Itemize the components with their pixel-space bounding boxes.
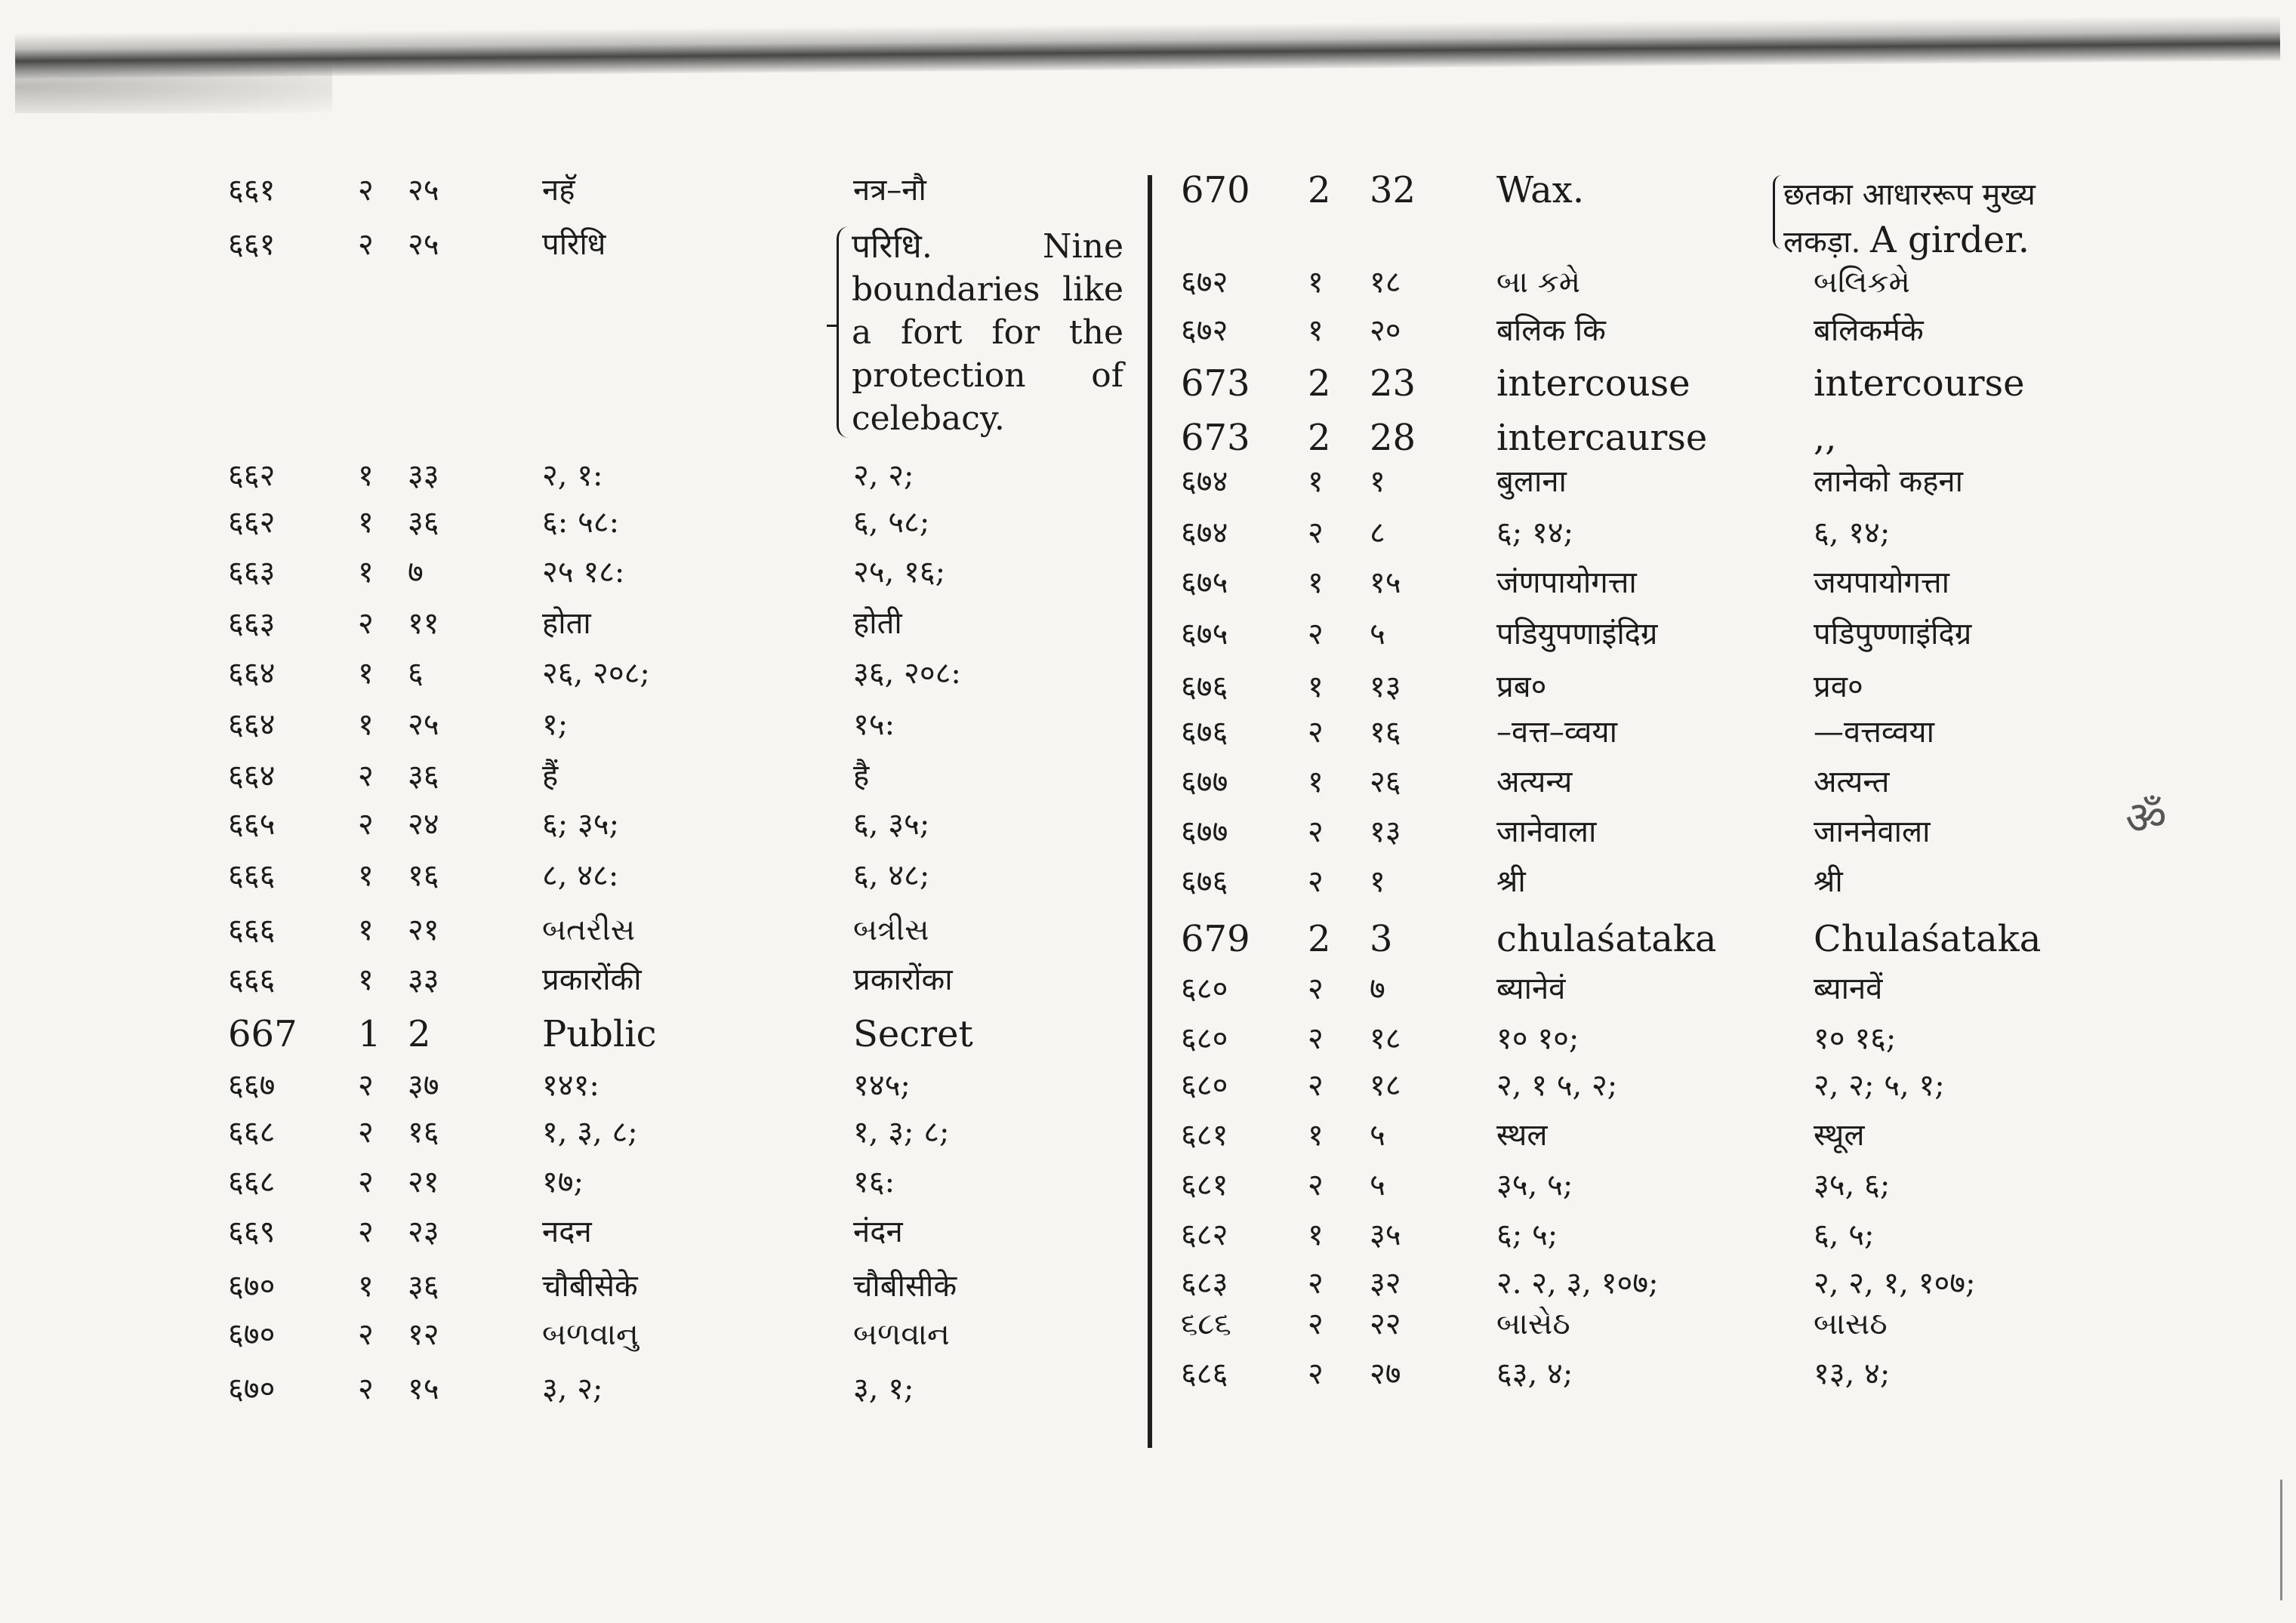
correct-text: बलिकर्मके <box>1814 313 1924 348</box>
correct-text: २, २; ५, १; <box>1814 1068 1945 1103</box>
column-number: २ <box>1308 516 1324 550</box>
page-number: ६७७ <box>1181 765 1228 799</box>
page-number: ६८० <box>1181 1021 1228 1056</box>
column-number: २ <box>358 606 374 641</box>
line-number: ५ <box>1370 1118 1385 1153</box>
line-number: ५ <box>1370 617 1385 651</box>
correct-text: ३५, ६; <box>1814 1168 1891 1203</box>
page-number: ६७४ <box>1181 464 1228 499</box>
line-number: २२ <box>1370 1307 1401 1341</box>
page-number: ६७२ <box>1181 313 1228 348</box>
page-number: ६६३ <box>228 606 276 641</box>
page-number: ६७० <box>228 1317 276 1352</box>
page-number: ६७० <box>228 1269 276 1304</box>
right-note-line2 <box>1783 217 2100 265</box>
incorrect-text: બાસેઠ <box>1496 1307 1570 1341</box>
column-number: २ <box>358 1215 374 1249</box>
line-number: २१ <box>408 1165 439 1200</box>
page-number: ६८६ <box>1181 1357 1228 1391</box>
incorrect-text: जानेवाला <box>1496 815 1597 849</box>
incorrect-text: श्री <box>1496 864 1526 899</box>
column-number: २ <box>358 1165 374 1200</box>
column-number: २ <box>1308 1266 1324 1301</box>
page-number: 673 <box>1181 362 1250 405</box>
line-number: ३६ <box>408 1269 439 1304</box>
column-number: २ <box>1308 864 1324 899</box>
line-number: १२ <box>408 1317 439 1352</box>
correct-text: १४५; <box>853 1068 911 1103</box>
correct-text: होती <box>853 606 902 641</box>
line-number: 32 <box>1370 169 1416 211</box>
correct-text: अत्यन्त <box>1814 765 1890 799</box>
column-number: १ <box>1308 765 1324 799</box>
scan-shadow <box>15 60 332 113</box>
right-note-line1: छतका आधाररूप मुख्य <box>1783 177 2036 212</box>
correct-text: पडिपुण्णाइंदिग्र <box>1814 617 1972 651</box>
line-number: २१ <box>408 913 439 947</box>
correct-text: स्थूल <box>1814 1118 1865 1153</box>
page-number: ६६७ <box>228 1068 276 1103</box>
incorrect-text: intercouse <box>1496 362 1690 405</box>
incorrect-text: બા કમે <box>1496 265 1581 300</box>
correct-text: બાસઠ <box>1814 1307 1888 1341</box>
correct-text: २५, १६; <box>853 555 946 590</box>
incorrect-text: ६: ५८: <box>542 505 620 540</box>
column-number: २ <box>358 759 374 793</box>
page-number: ૬૮૬ <box>1181 1307 1231 1341</box>
correct-text: १६: <box>853 1165 895 1200</box>
correct-text: १३, ४; <box>1814 1357 1891 1391</box>
column-number: 2 <box>1308 362 1331 405</box>
column-number: १ <box>1308 464 1324 499</box>
column-number: १ <box>358 1269 374 1304</box>
right-note-line2-hindi: लकड़ा. <box>1783 225 1861 260</box>
incorrect-text: –वत्त–व्वया <box>1496 715 1617 750</box>
page-number: ६७५ <box>1181 617 1228 651</box>
page-number: 670 <box>1181 169 1250 211</box>
column-number: २ <box>358 807 374 842</box>
line-number: १८ <box>1370 1021 1401 1056</box>
correct-text: १५: <box>853 707 895 742</box>
incorrect-text: परिधि <box>542 227 606 262</box>
page-number: ६७० <box>228 1372 276 1406</box>
correct-text: २, २, १, १०७; <box>1814 1266 1976 1301</box>
column-number: 2 <box>1308 417 1331 459</box>
incorrect-text: बलिक कि <box>1496 313 1606 348</box>
correct-text: ब्यानवें <box>1814 972 1883 1006</box>
page-number: ६६६ <box>228 913 276 947</box>
line-number: २० <box>1370 313 1401 348</box>
page-number: ६६३ <box>228 555 276 590</box>
line-number: ३६ <box>408 505 439 540</box>
line-number: २५ <box>408 707 439 742</box>
correct-text: जाननेवाला <box>1814 815 1931 849</box>
page-number: ६८१ <box>1181 1168 1228 1203</box>
page-number: ६६४ <box>228 759 276 793</box>
page-number: ६७४ <box>1181 516 1228 550</box>
column-number: १ <box>1308 565 1324 600</box>
line-number: १८ <box>1370 265 1401 300</box>
column-number: २ <box>358 227 374 262</box>
right-note-line2-en: A girder. <box>1870 219 2030 261</box>
column-number: 1 <box>358 1013 381 1055</box>
left-note-brace <box>837 226 851 438</box>
incorrect-text: ६; ५; <box>1496 1218 1558 1252</box>
page-number: ६८२ <box>1181 1218 1228 1252</box>
line-number: 28 <box>1370 417 1416 459</box>
correct-text: १, ३; ८; <box>853 1115 950 1150</box>
correct-text: २, २; <box>853 458 914 493</box>
incorrect-text: બતરીસ <box>542 913 636 947</box>
incorrect-text: ३५, ५; <box>1496 1168 1573 1203</box>
correct-text: intercourse <box>1814 362 2025 405</box>
line-number: १६ <box>408 858 439 893</box>
correct-text: —वत्तव्वया <box>1814 715 1934 750</box>
correct-text: ६, ३५; <box>853 807 930 842</box>
column-number: १ <box>358 707 374 742</box>
line-number: ३२ <box>1370 1266 1401 1301</box>
column-number: १ <box>358 505 374 540</box>
line-number: ७ <box>1370 972 1385 1006</box>
page-number: ६६४ <box>228 707 276 742</box>
column-number: १ <box>1308 265 1324 300</box>
column-number: २ <box>1308 1021 1324 1056</box>
column-number: २ <box>1308 1168 1324 1203</box>
correct-text: ३६, २०८: <box>853 656 961 691</box>
column-number: २ <box>1308 617 1324 651</box>
incorrect-text: प्रकारोंकी <box>542 962 642 997</box>
correct-text: १० १६; <box>1814 1021 1897 1056</box>
page-number: ६७२ <box>1181 265 1228 300</box>
column-number: १ <box>1308 670 1324 704</box>
correct-text: ६, १४; <box>1814 516 1891 550</box>
left-note: परिधि. Nine boundaries like a fort for the protection of celebacy. <box>852 227 1123 438</box>
page-number: ६८० <box>1181 1068 1228 1103</box>
line-number: ३५ <box>1370 1218 1401 1252</box>
column-number: २ <box>1308 972 1324 1006</box>
line-number: १३ <box>1370 670 1401 704</box>
incorrect-text: १, ३, ८; <box>542 1115 638 1150</box>
incorrect-text: २, १: <box>542 458 603 493</box>
incorrect-text: नदन <box>542 1215 592 1249</box>
correct-text: नंदन <box>853 1215 903 1249</box>
page-number: ६८३ <box>1181 1266 1228 1301</box>
line-number: 23 <box>1370 362 1416 405</box>
page-number: ६७६ <box>1181 670 1228 704</box>
line-number: १८ <box>1370 1068 1401 1103</box>
column-number: २ <box>358 1115 374 1150</box>
correct-text: लानेको कहना <box>1814 464 1963 499</box>
incorrect-text: Public <box>542 1013 657 1055</box>
column-number: १ <box>1308 313 1324 348</box>
correct-text: नत्र–नौ <box>853 173 926 208</box>
line-number: ३६ <box>408 759 439 793</box>
line-number: २५ <box>408 173 439 208</box>
page-number: ६७५ <box>1181 565 1228 600</box>
line-number: १३ <box>1370 815 1401 849</box>
scan-right-mark <box>2280 1480 2282 1600</box>
column-number: १ <box>358 858 374 893</box>
incorrect-text: अत्यन्य <box>1496 765 1573 799</box>
line-number: 2 <box>408 1013 431 1055</box>
column-number: १ <box>358 458 374 493</box>
page-number: ६६६ <box>228 858 276 893</box>
incorrect-text: ब्यानेवं <box>1496 972 1566 1006</box>
correct-text: श्री <box>1814 864 1843 899</box>
page-number: ६६४ <box>228 656 276 691</box>
correct-text: Chulaśataka <box>1814 918 2042 960</box>
incorrect-text: २, १ ५, २; <box>1496 1068 1618 1103</box>
line-number: ६ <box>408 656 424 691</box>
incorrect-text: બળવાનુ <box>542 1317 639 1352</box>
incorrect-text: ६; ३५; <box>542 807 620 842</box>
line-number: ११ <box>408 606 439 641</box>
correct-text: ६, ५; <box>1814 1218 1875 1252</box>
right-note-brace <box>1773 175 1784 249</box>
column-number: २ <box>1308 815 1324 849</box>
page-number: ६६१ <box>228 227 276 262</box>
column-number: २ <box>1308 1068 1324 1103</box>
incorrect-text: Wax. <box>1496 169 1585 211</box>
incorrect-text: १४१: <box>542 1068 599 1103</box>
line-number: 3 <box>1370 918 1393 960</box>
correct-text: चौबीसीके <box>853 1269 957 1304</box>
incorrect-text: १; <box>542 707 569 742</box>
line-number: २४ <box>408 807 439 842</box>
correct-text: प्रव० <box>1814 670 1863 704</box>
incorrect-text: १७; <box>542 1165 584 1200</box>
line-number: २३ <box>408 1215 439 1249</box>
incorrect-text: जंणपायोगत्ता <box>1496 565 1637 600</box>
incorrect-text: पडियुपणाइंदिग्र <box>1496 617 1658 651</box>
correct-text: ६, ५८; <box>853 505 930 540</box>
incorrect-text: २. २, ३, १०७; <box>1496 1266 1659 1301</box>
incorrect-text: ८, ४८: <box>542 858 619 893</box>
page-number: ६७६ <box>1181 715 1228 750</box>
incorrect-text: intercaurse <box>1496 417 1708 459</box>
column-number: २ <box>358 1372 374 1406</box>
column-number: १ <box>1308 1118 1324 1153</box>
column-number: २ <box>1308 715 1324 750</box>
column-divider <box>1148 175 1152 1448</box>
page-number: ६६२ <box>228 505 276 540</box>
correct-text: બળવાન <box>853 1317 950 1352</box>
right-note <box>1783 172 2100 265</box>
page-number: ६६५ <box>228 807 276 842</box>
incorrect-text: chulaśataka <box>1496 918 1717 960</box>
column-number: १ <box>358 913 374 947</box>
line-number: ५ <box>1370 1168 1385 1203</box>
line-number: १६ <box>408 1115 439 1150</box>
column-number: २ <box>358 173 374 208</box>
column-number: १ <box>1308 1218 1324 1252</box>
incorrect-text: २६, २०८; <box>542 656 650 691</box>
line-number: ७ <box>408 555 424 590</box>
page-number: 673 <box>1181 417 1250 459</box>
page-number: ६६१ <box>228 173 276 208</box>
line-number: ३३ <box>408 962 439 997</box>
line-number: २६ <box>1370 765 1401 799</box>
scan-top-edge <box>15 15 2280 79</box>
correct-text: है <box>853 759 870 793</box>
incorrect-text: २५ १८: <box>542 555 625 590</box>
page-number: ६७६ <box>1181 864 1228 899</box>
page-number: ६६८ <box>228 1115 276 1150</box>
correct-text: ६, ४८; <box>853 858 930 893</box>
line-number: १६ <box>1370 715 1401 750</box>
incorrect-text: नहॅ <box>542 173 575 208</box>
correct-text: प्रकारोंका <box>853 962 953 997</box>
page-number: ६६२ <box>228 458 276 493</box>
correct-text: બત્રીસ <box>853 913 929 947</box>
page-number: ६८१ <box>1181 1118 1228 1153</box>
line-number: १५ <box>1370 565 1401 600</box>
page-number: ६६८ <box>228 1165 276 1200</box>
column-number: १ <box>358 656 374 691</box>
correct-text: ३, १; <box>853 1372 914 1406</box>
line-number: १ <box>1370 464 1385 499</box>
page-number: ६६६ <box>228 962 276 997</box>
line-number: १५ <box>408 1372 439 1406</box>
column-number: 2 <box>1308 918 1331 960</box>
correct-text: બલિકમે <box>1814 265 1910 300</box>
page-number: ६६९ <box>228 1215 276 1249</box>
page-number: 667 <box>228 1013 297 1055</box>
incorrect-text: १० १०; <box>1496 1021 1579 1056</box>
column-number: २ <box>1308 1307 1324 1341</box>
line-number: २७ <box>1370 1357 1401 1391</box>
incorrect-text: ६३, ४; <box>1496 1357 1573 1391</box>
line-number: ३३ <box>408 458 439 493</box>
line-number: ३७ <box>408 1068 439 1103</box>
page-number: ६८० <box>1181 972 1228 1006</box>
incorrect-text: हैं <box>542 759 559 793</box>
line-number: १ <box>1370 864 1385 899</box>
incorrect-text: ३, २; <box>542 1372 603 1406</box>
incorrect-text: स्थल <box>1496 1118 1548 1153</box>
incorrect-text: ६; १४; <box>1496 516 1574 550</box>
column-number: २ <box>358 1317 374 1352</box>
column-number: १ <box>358 555 374 590</box>
line-number: २५ <box>408 227 439 262</box>
column-number: १ <box>358 962 374 997</box>
incorrect-text: बुलाना <box>1496 464 1567 499</box>
correct-text: जयपायोगत्ता <box>1814 565 1950 600</box>
incorrect-text: होता <box>542 606 591 641</box>
correct-text: Secret <box>853 1013 973 1055</box>
line-number: ८ <box>1370 516 1385 550</box>
column-number: २ <box>1308 1357 1324 1391</box>
incorrect-text: प्रब० <box>1496 670 1547 704</box>
column-number: २ <box>358 1068 374 1103</box>
incorrect-text: चौबीसेके <box>542 1269 638 1304</box>
page-number: ६७७ <box>1181 815 1228 849</box>
page-number: 679 <box>1181 918 1250 960</box>
correct-text: ,, <box>1814 417 1837 459</box>
margin-mark: ॐ <box>2125 792 2167 845</box>
column-number: 2 <box>1308 169 1331 211</box>
